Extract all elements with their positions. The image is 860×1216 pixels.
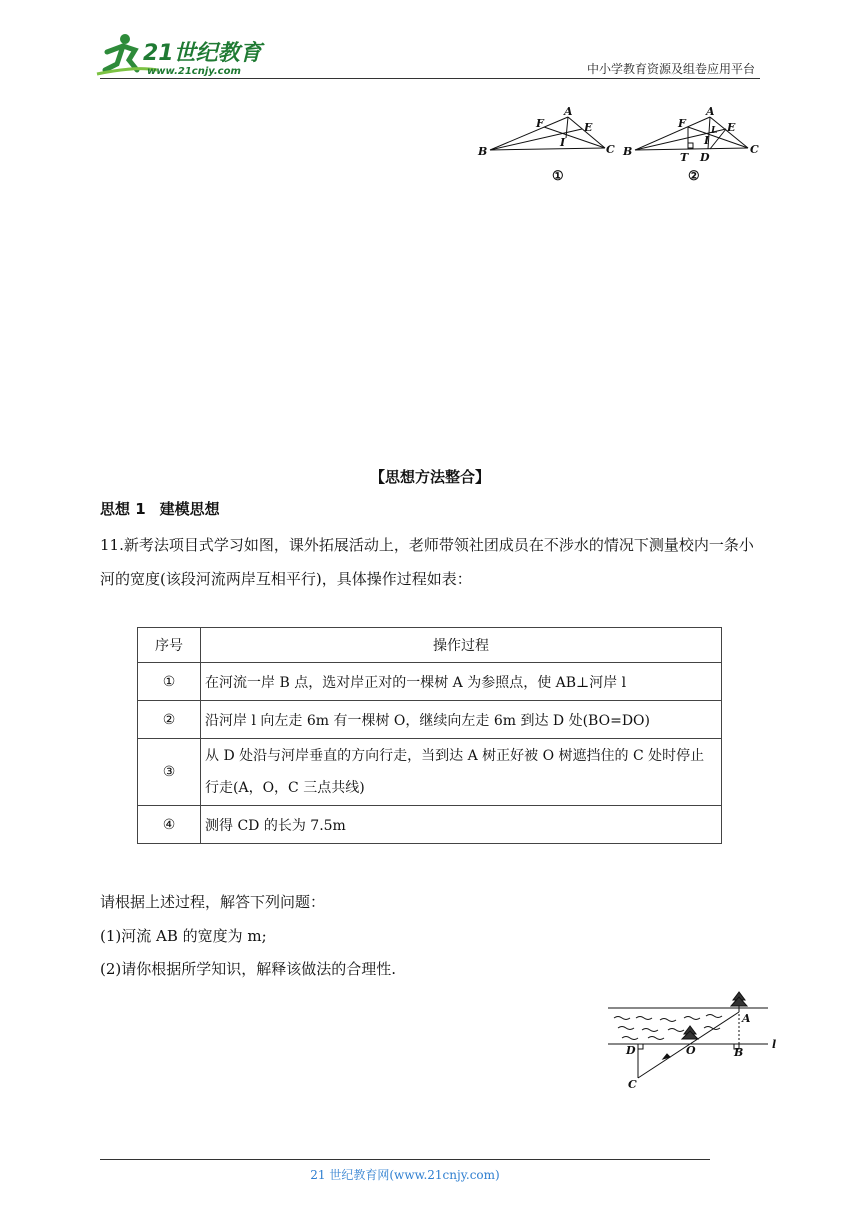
fig2-caption: ② <box>688 169 700 184</box>
fig2-label-e: E <box>727 121 736 134</box>
method-name: 建模思想 <box>159 500 220 518</box>
site-logo <box>95 30 265 78</box>
row-text: 沿河岸 l 向左走 6m 有一棵树 O，继续向左走 6m 到达 D 处(BO=DO) <box>201 701 722 739</box>
fig2-label-i: I <box>704 134 710 147</box>
fig2-label-c: C <box>750 143 759 156</box>
table-row <box>138 701 722 739</box>
fig1-label-a: A <box>564 105 573 118</box>
method-label: 思想 1 <box>100 500 146 518</box>
question-1: (1)河流 AB 的宽度为 m; <box>100 927 267 945</box>
fig2-label-t: T <box>680 151 689 164</box>
table-header-row <box>138 628 722 663</box>
river-label-d: D <box>626 1044 636 1057</box>
problem-intro: 11.新考法项目式学习如图，课外拓展活动上，老师带领社团成员在不涉水的情况下测量校内一条小河的宽度(该段河流两岸互相平行)，具体操作过程如表： <box>100 536 754 588</box>
fig2-label-b: B <box>623 145 633 158</box>
fig1-label-f: F <box>536 117 544 130</box>
row-num: ③ <box>138 739 201 806</box>
fig2-label-d: D <box>700 151 710 164</box>
river-label-o: O <box>686 1044 696 1057</box>
question-2: (2)请你根据所学知识，解释该做法的合理性. <box>100 960 397 978</box>
river-label-a: A <box>742 1012 751 1025</box>
questions-lead: 请根据上述过程，解答下列问题： <box>100 893 326 911</box>
row-num: ④ <box>138 806 201 844</box>
row-text: 测得 CD 的长为 7.5m <box>201 806 722 844</box>
row-text: 从 D 处沿与河岸垂直的方向行走，当到达 A 树正好被 O 树遮挡住的 C 处时停止行走(A，O，C 三点共线) <box>201 739 722 806</box>
footer-divider <box>100 1159 710 1160</box>
fig2-label-f: F <box>678 117 686 130</box>
footer-link[interactable]: 21 世纪教育网(www.21cnjy.com) <box>310 1168 500 1182</box>
row-num: ② <box>138 701 201 739</box>
fig2-label-l: L <box>711 126 718 136</box>
logo-url: www.21cnjy.com <box>147 66 241 77</box>
tree-o-icon <box>682 1026 698 1039</box>
fig1-caption: ① <box>552 169 564 184</box>
tree-a-icon <box>731 992 747 1010</box>
fig1-label-c: C <box>606 143 615 156</box>
river-figure <box>600 988 785 1098</box>
fig1-label-b: B <box>478 145 488 158</box>
table-row <box>138 806 722 844</box>
section-title: 【思想方法整合】 <box>369 468 490 486</box>
row-num: ① <box>138 663 201 701</box>
table-header-process: 操作过程 <box>201 628 722 663</box>
method-heading <box>100 498 220 519</box>
river-label-b: B <box>734 1046 744 1059</box>
row-text: 在河流一岸 B 点，选对岸正对的一棵树 A 为参照点，使 AB⊥河岸 l <box>201 663 722 701</box>
table-row <box>138 663 722 701</box>
table-row <box>138 739 722 806</box>
river-label-l: l <box>772 1038 777 1051</box>
table-header-num: 序号 <box>138 628 201 663</box>
site-tagline: 中小学教育资源及组卷应用平台 <box>586 62 755 76</box>
header-divider <box>100 78 760 79</box>
steps-table <box>137 627 722 844</box>
logo-text: 21世纪教育 <box>143 41 262 66</box>
fig2-label-a: A <box>706 105 715 118</box>
river-label-c: C <box>628 1078 637 1091</box>
fig1-label-i: I <box>560 136 566 149</box>
triangle-figures <box>470 100 770 195</box>
fig1-label-e: E <box>584 121 593 134</box>
